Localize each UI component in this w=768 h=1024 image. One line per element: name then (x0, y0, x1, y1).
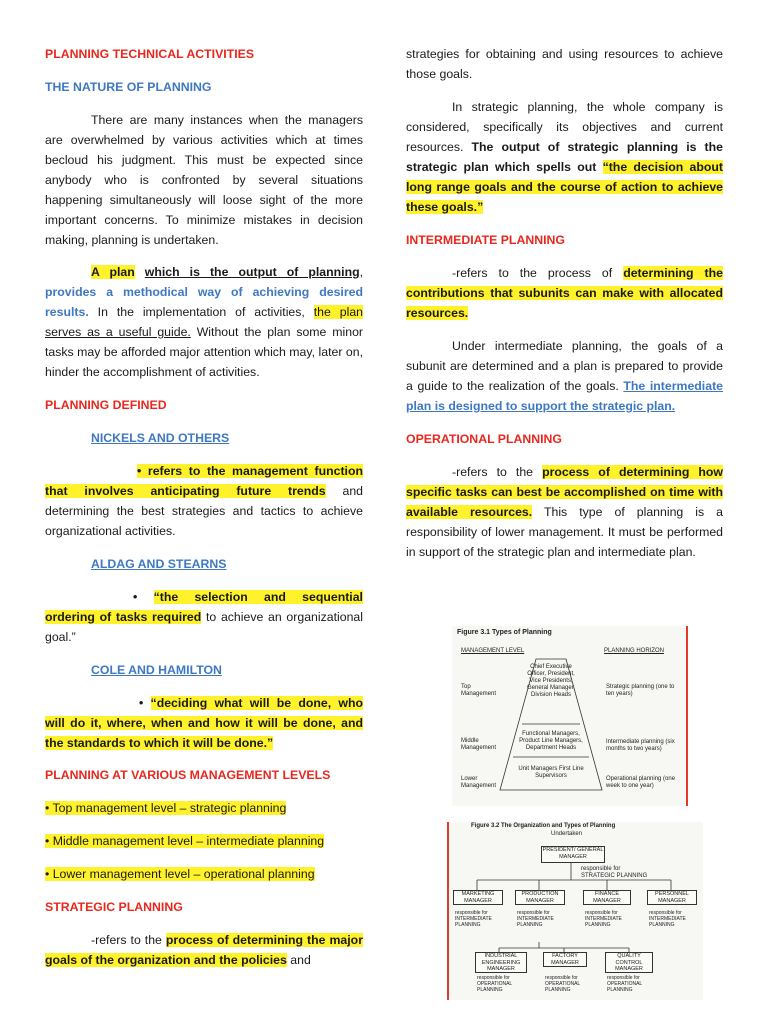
definition-strategic (45, 930, 363, 970)
heading-planning-technical-activities: PLANNING TECHNICAL ACTIVITIES (45, 47, 255, 61)
text-intermediate-link: The intermediate plan is designed to support the strategic plan. (406, 379, 724, 413)
figure2-industrial-resp: responsible for OPERATIONAL PLANNING (477, 975, 513, 993)
bullet: • (139, 696, 151, 710)
left-column (45, 44, 363, 970)
figure2-factory-resp: responsible for OPERATIONAL PLANNING (545, 975, 581, 993)
text-operational-highlight: process of determining how specific tasks can best be accomplished on time with available resources. (406, 465, 723, 519)
text-aldag-highlight: “the selection and sequential ordering of tasks required (45, 590, 363, 624)
figure2-quality-box: QUALITY CONTROL MANAGER (605, 952, 653, 973)
paragraph-intermediate (406, 336, 723, 416)
figure2-marketing-resp: responsible for INTERMEDIATE PLANNING (455, 910, 492, 928)
definition-intermediate (406, 263, 723, 323)
text-level-middle: • Middle management level – intermediate planning (45, 834, 325, 848)
paragraph-nature: There are many instances when the managers are overwhelmed by various activities which at times becloud his judgment. This must be expected since anybody who is confronted by several situations happening simultaneously will loose sight of the more important concerns. To minimize mistakes in decision making, planning is undertaken. (45, 113, 363, 247)
figure-types-of-planning (452, 626, 688, 806)
figure1-lower-horizon: Operational planning (one week to one year) (606, 776, 676, 789)
text-a-plan: A plan (91, 265, 135, 279)
level-middle (45, 831, 363, 851)
text-intermediate-goals: Under intermediate planning, the goals of a subunit are determined and a plan is prepared to provide a guide to the realization of the goals. (406, 339, 723, 393)
definition-cole (45, 693, 363, 753)
figure2-personnel-resp: responsible for INTERMEDIATE PLANNING (649, 910, 686, 928)
heading-cole: COLE AND HAMILTON (91, 663, 222, 677)
figure1-lower-label: Lower Management (461, 776, 497, 789)
figure2-caption-2: Undertaken (551, 831, 583, 837)
figure2-president-box: PRESIDENT/ GENERAL MANAGER (541, 846, 605, 863)
figure2-finance-box: FINANCE MANAGER (583, 890, 631, 905)
figure2-industrial-box: INDUSTRIAL ENGINEERING MANAGER (475, 952, 527, 973)
text-strategic-b: and (286, 953, 311, 967)
text-aldag-rest: to achieve an organizational goal.” (45, 610, 363, 644)
figure2-marketing-box: MARKETING MANAGER (453, 890, 503, 905)
figure1-col-level: MANAGEMENT LEVEL (461, 648, 525, 654)
text-operational-a: -refers to the (452, 465, 543, 479)
figure2-finance-resp: responsible for INTERMEDIATE PLANNING (585, 910, 622, 928)
figure2-personnel-box: PERSONNEL MANAGER (647, 890, 697, 905)
text-nickels-rest: and determining the best strategies and tactics to achieve organizational activities. (45, 484, 364, 538)
paragraph-strategic-cont: strategies for obtaining and using resources to achieve those goals. (406, 47, 723, 81)
heading-nature-of-planning: THE NATURE OF PLANNING (45, 80, 212, 94)
text-strategic-decision: “the decision about long range goals and the course of action to achieve these goals.” (406, 160, 723, 214)
text-implementation: In the implementation of activities, (88, 305, 314, 319)
level-lower (45, 864, 363, 884)
heading-management-levels: PLANNING AT VARIOUS MANAGEMENT LEVELS (45, 768, 331, 782)
text-output-of-planning: which is the output of planning (144, 265, 360, 279)
text-intermediate-highlight: determining the contributions that subunits can make with allocated resources. (406, 266, 724, 320)
text-useful-guide: serves as a useful guide. (45, 325, 191, 339)
text-level-lower: • Lower management level – operational planning (45, 867, 315, 881)
heading-intermediate-planning: INTERMEDIATE PLANNING (406, 233, 565, 247)
figure2-production-box: PRODUCTION MANAGER (515, 890, 565, 905)
text-nickels-highlight: • refers to the management function that involves anticipating future trends (45, 464, 363, 498)
right-column (406, 44, 723, 562)
paragraph-plan (45, 262, 363, 382)
heading-operational-planning: OPERATIONAL PLANNING (406, 432, 562, 446)
figure1-middle-box: Functional Managers, Product Line Managers, Department Heads (519, 731, 583, 751)
figure2-production-resp: responsible for INTERMEDIATE PLANNING (517, 910, 554, 928)
figure1-top-horizon: Strategic planning (one to ten years) (606, 684, 675, 697)
definition-operational (406, 462, 723, 562)
figure1-middle-horizon: Intermediate planning (six months to two years) (606, 739, 675, 752)
definition-nickels (45, 461, 363, 541)
text-strategic-whole-company: In strategic planning, the whole company is considered, specifically its objectives and current resources. (406, 100, 723, 154)
text-strategic-output: The output of strategic planning is the strategic plan which spells out (406, 140, 723, 174)
figure1-top-box: Chief Executive Officer, President, Vice Presidents, General Manager, Division Heads (526, 664, 576, 698)
text-cole-highlight: “deciding what will be done, who will do it, where, when and how it will be done, and the standards to which it will be done.” (45, 696, 363, 750)
level-top (45, 798, 363, 818)
figure1-lower-box: Unit Managers First Line Supervisors (518, 766, 584, 779)
figure2-president-resp: responsible for STRATEGIC PLANNING (581, 866, 648, 879)
text-intermediate-a: -refers to the process of (452, 266, 624, 280)
figure2-factory-box: FACTORY MANAGER (543, 952, 587, 967)
figure1-top-label: Top Management (461, 684, 497, 697)
text-operational-rest: This type of planning is a responsibility of lower management. It must be performed in support of the strategic plan and intermediate plan. (406, 505, 723, 559)
bullet: • (133, 590, 154, 604)
definition-aldag (45, 587, 363, 647)
text-methodical-way: provides a methodical way of achieving desired results. (45, 285, 363, 319)
text-level-top: • Top management level – strategic planning (45, 801, 287, 815)
heading-nickels: NICKELS AND OTHERS (91, 431, 230, 445)
heading-strategic-planning: STRATEGIC PLANNING (45, 900, 183, 914)
heading-planning-defined: PLANNING DEFINED (45, 398, 167, 412)
text-strategic-a: -refers to the (91, 933, 166, 947)
text-comma: , (359, 265, 364, 279)
figure1-col-horizon: PLANNING HORIZON (604, 648, 665, 654)
heading-aldag: ALDAG AND STEARNS (91, 557, 227, 571)
figure1-middle-label: Middle Management (461, 738, 497, 751)
figure1-caption: Figure 3.1 Types of Planning (457, 629, 552, 636)
figure2-quality-resp: responsible for OPERATIONAL PLANNING (607, 975, 643, 993)
paragraph-strategic (406, 97, 723, 217)
text-strategic-highlight: process of determining the major goals of the organization and the policies (45, 933, 363, 967)
figure-organization-types (447, 822, 703, 1000)
text-the-plan: the plan (313, 305, 363, 319)
figure2-caption: Figure 3.2 The Organization and Types of Planning (471, 823, 616, 829)
text-without-plan: Without the plan some minor tasks may be afforded major attention which may, later on, hinder the accomplishment of activities. (45, 325, 363, 379)
